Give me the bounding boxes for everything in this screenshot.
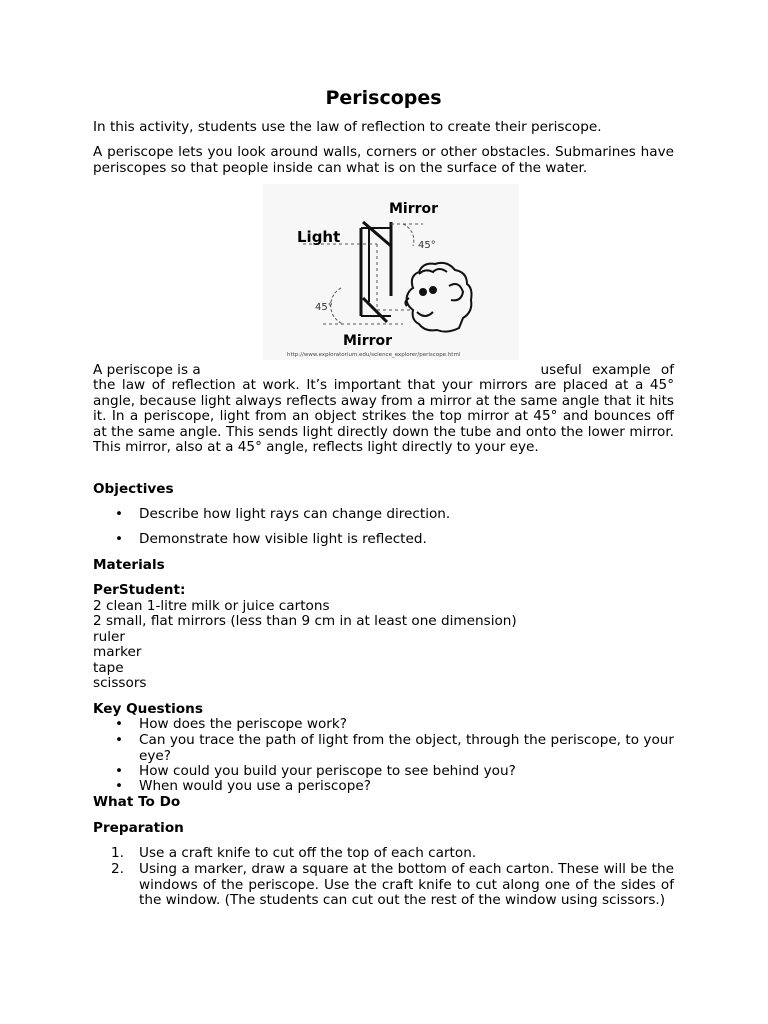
light-label: Light	[297, 228, 341, 246]
bottom-angle-label: 45°	[315, 302, 333, 313]
materials-heading: Materials	[93, 557, 165, 573]
material-item: 2 clean 1-litre milk or juice cartons	[93, 598, 330, 614]
materials-subheading: PerStudent:	[93, 582, 186, 598]
bullet-icon: •	[115, 716, 124, 732]
bullet-icon: •	[115, 763, 124, 779]
objectives-heading: Objectives	[93, 481, 174, 497]
bullet-icon: •	[115, 732, 124, 748]
preparation-heading: Preparation	[93, 820, 184, 836]
material-item: marker	[93, 644, 142, 660]
bullet-icon: •	[115, 531, 124, 547]
material-item: tape	[93, 660, 124, 676]
body-paragraph: the law of reflection at work. It’s important that your mirrors are placed at a 45° angle, because light always reflects away from a mirror at the same angle that it hits it. In a periscope, light from an object strikes the top mirror at 45° and bounces off at the same angle. This sends light directly down the tube and onto the lower mirror. This mirror, also at a 45° angle, reflects light directly to your eye.	[93, 377, 674, 456]
image-credit: http://www.exploratorium.edu/science_explorer/periscope.html	[287, 352, 461, 358]
bullet-icon: •	[115, 506, 124, 522]
key-questions-heading: Key Questions	[93, 701, 203, 717]
mirror-bottom-label: Mirror	[343, 333, 393, 349]
question-item: Can you trace the path of light from the object, through the periscope, to your eye?	[139, 732, 674, 764]
periscope-diagram-svg	[263, 184, 519, 360]
boy-face-icon	[405, 263, 471, 332]
body-first-line-right: useful example of	[540, 362, 674, 378]
top-mirror	[363, 222, 391, 246]
preparation-step: Using a marker, draw a square at the bottom of each carton. These will be the windows of the periscope. Use the craft knife to cut along one of the sides of the window. (The students can cut out the rest of the window using scissors.)	[139, 861, 674, 909]
list-number: 1.	[111, 845, 124, 861]
bullet-icon: •	[115, 778, 124, 794]
intro-paragraph-2: A periscope lets you look around walls, corners or other obstacles. Submarines have periscopes so that people inside can what is on the surface of the water.	[93, 144, 674, 176]
what-to-do-heading: What To Do	[93, 794, 181, 810]
intro-paragraph-1: In this activity, students use the law of reflection to create their periscope.	[93, 119, 602, 135]
page-title: Periscopes	[325, 87, 442, 109]
material-item: scissors	[93, 675, 147, 691]
question-item: How does the periscope work?	[139, 716, 347, 732]
list-number: 2.	[111, 861, 124, 877]
periscope-diagram	[263, 184, 519, 360]
top-angle-label: 45°	[418, 240, 436, 251]
top-angle-arc	[403, 224, 414, 246]
question-item: When would you use a periscope?	[139, 778, 371, 794]
body-first-line-left: A periscope is a	[93, 362, 201, 378]
material-item: ruler	[93, 629, 125, 645]
question-item: How could you build your periscope to see behind you?	[139, 763, 516, 779]
objective-item: Describe how light rays can change direction.	[139, 506, 451, 522]
material-item: 2 small, flat mirrors (less than 9 cm in at least one dimension)	[93, 613, 517, 629]
preparation-step: Use a craft knife to cut off the top of each carton.	[139, 845, 477, 861]
mirror-top-label: Mirror	[389, 201, 439, 217]
objective-item: Demonstrate how visible light is reflected.	[139, 531, 427, 547]
